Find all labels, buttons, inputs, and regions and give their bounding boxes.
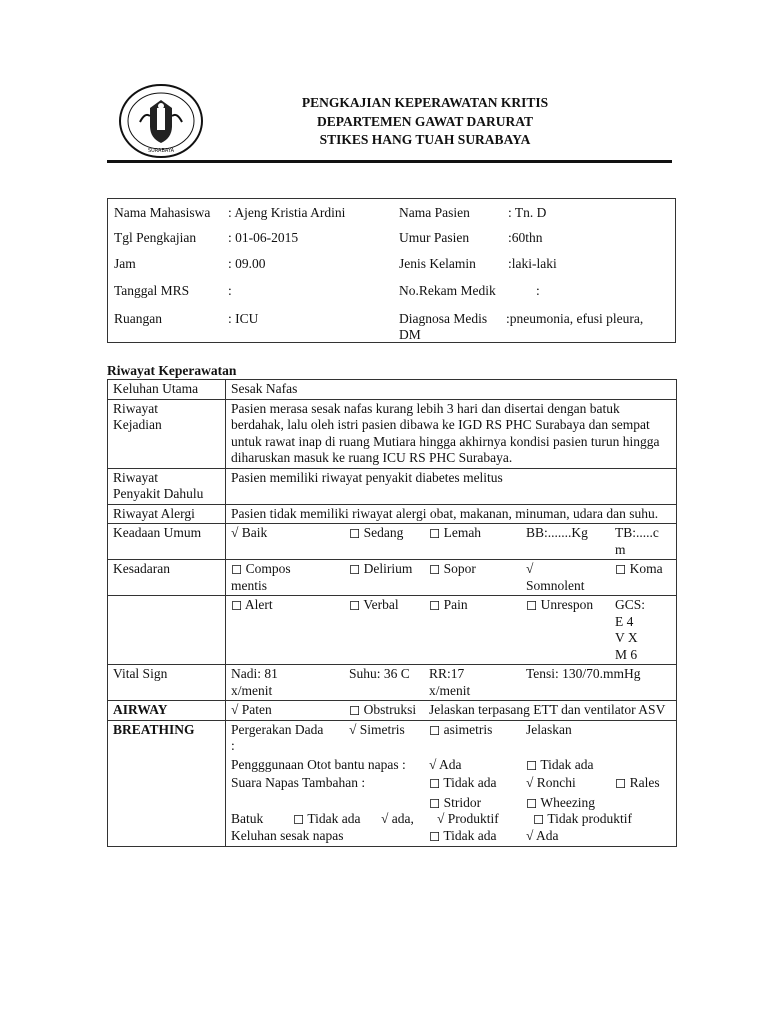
kesadaran-delirium-option[interactable]: ◻ Delirium bbox=[349, 561, 413, 576]
nama-mahasiswa-value: : Ajeng Kristia Ardini bbox=[228, 205, 346, 220]
nama-pasien-label: Nama Pasien bbox=[399, 205, 470, 220]
kesadaran-row-2 bbox=[108, 596, 677, 665]
alergi-value: Pasien tidak memiliki riwayat alergi obat, makanan, minuman, udara dan suhu. bbox=[226, 504, 677, 524]
assessment-table bbox=[107, 379, 677, 847]
umur-pasien-value: :60thn bbox=[508, 230, 543, 245]
umur-pasien-label: Umur Pasien bbox=[399, 230, 470, 245]
diagnosa-medis-value-2: DM bbox=[399, 327, 421, 342]
airway-row bbox=[108, 701, 677, 721]
sesak-ada-option[interactable]: √ Ada bbox=[526, 827, 559, 843]
tgl-pengkajian-value: : 01-06-2015 bbox=[228, 230, 299, 245]
diagnosa-medis-value: :pneumonia, efusi pleura, bbox=[506, 311, 644, 326]
no-rekam-medik-value: : bbox=[536, 283, 540, 298]
institution-logo bbox=[116, 82, 206, 160]
nama-mahasiswa-label: Nama Mahasiswa bbox=[114, 205, 211, 220]
keluhan-row bbox=[108, 380, 677, 400]
vital-sign-label: Vital Sign bbox=[108, 665, 226, 701]
kejadian-label-line-1: Riwayat bbox=[113, 400, 158, 416]
batuk-tidak-produktif-option[interactable]: ◻ Tidak produktif bbox=[533, 811, 632, 826]
wheezing-option[interactable]: ◻ Wheezing bbox=[526, 794, 596, 810]
keadaan-umum-row bbox=[108, 524, 677, 560]
kesadaran-sopor-option[interactable]: ◻ Sopor bbox=[429, 561, 476, 576]
kejadian-label-line-2: Kejadian bbox=[113, 417, 162, 432]
penyakit-label-line-1: Riwayat bbox=[113, 469, 158, 485]
airway-label: AIRWAY bbox=[108, 701, 226, 721]
jam-value: : 09.00 bbox=[228, 256, 266, 271]
penyakit-dahulu-row bbox=[108, 468, 677, 504]
pergerakan-dada-label: Pergerakan Dada : bbox=[231, 721, 324, 753]
kesadaran-pain-option[interactable]: ◻ Pain bbox=[429, 597, 468, 612]
tanggal-mrs-label: Tanggal MRS bbox=[114, 283, 190, 298]
kesadaran-label: Kesadaran bbox=[108, 560, 226, 596]
ruangan-value: : ICU bbox=[228, 311, 259, 326]
kesadaran-unrespon-option[interactable]: ◻ Unrespon bbox=[526, 597, 594, 612]
diagnosa-medis-label: Diagnosa Medis bbox=[399, 311, 488, 326]
header-line-2: DEPARTEMEN GAWAT DARURAT bbox=[316, 113, 534, 129]
keadaan-sedang-option[interactable]: ◻ Sedang bbox=[349, 525, 404, 540]
gcs-score bbox=[615, 597, 672, 663]
header-divider bbox=[107, 160, 672, 163]
gcs-title: GCS: bbox=[615, 597, 646, 612]
kesadaran-somnolent-option[interactable]: √ Somnolent bbox=[526, 561, 585, 593]
keluhan-label: Keluhan Utama bbox=[108, 380, 226, 400]
penyakit-dahulu-value: Pasien memiliki riwayat penyakit diabetes melitus bbox=[226, 468, 677, 504]
kesadaran-koma-option[interactable]: ◻ Koma bbox=[615, 561, 663, 576]
kejadian-label bbox=[108, 399, 226, 468]
kejadian-value: Pasien merasa sesak nafas kurang lebih 3 hari dan disertai dengan batuk berdahak, lalu oleh istri pasien dibawa ke IGD RS PHC Surabaya dan sempat untuk rawat inap di ruang Mutiara hingga akhirnya kondisi pasien turun hingga diharuskan masuk ke ruang ICU RS PHC Surabaya. bbox=[226, 399, 677, 468]
nama-pasien-value: : Tn. D bbox=[508, 205, 547, 220]
airway-jelaskan: Jelaskan terpasang ETT dan ventilator ASV bbox=[429, 702, 666, 717]
riwayat-section-title: Riwayat Keperawatan bbox=[107, 363, 237, 378]
batuk-tidak-ada-option[interactable]: ◻ Tidak ada bbox=[293, 811, 361, 826]
kesadaran-empty-label bbox=[108, 596, 226, 665]
airway-obstruksi-option[interactable]: ◻ Obstruksi bbox=[349, 702, 417, 717]
tgl-pengkajian-label: Tgl Pengkajian bbox=[114, 230, 197, 245]
jenis-kelamin-value: :laki-laki bbox=[508, 256, 557, 271]
breathing-row bbox=[108, 720, 677, 847]
vital-sign-row bbox=[108, 665, 677, 701]
suhu-value: Suhu: 36 C bbox=[349, 666, 410, 681]
logo-text: SURABAYA bbox=[147, 148, 175, 154]
tanggal-mrs-value: : bbox=[228, 283, 232, 298]
kesadaran-alert-option[interactable]: ◻ Alert bbox=[231, 597, 273, 612]
patient-info-box bbox=[107, 198, 676, 343]
pergerakan-jelaskan: Jelaskan bbox=[526, 721, 572, 737]
otot-ada-option[interactable]: √ Ada bbox=[429, 756, 462, 772]
suara-napas-label: Suara Napas Tambahan : bbox=[231, 775, 366, 790]
kejadian-row bbox=[108, 399, 677, 468]
ruangan-label: Ruangan bbox=[114, 311, 162, 326]
batuk-produktif-option[interactable]: √ Produktif bbox=[437, 811, 499, 826]
suara-spacer bbox=[231, 795, 429, 812]
stridor-option[interactable]: ◻ Stridor bbox=[429, 794, 482, 810]
berat-badan-field: BB:.......Kg bbox=[526, 525, 588, 540]
gcs-motor: M 6 bbox=[615, 646, 638, 662]
document-header bbox=[220, 94, 630, 150]
alergi-label: Riwayat Alergi bbox=[108, 504, 226, 524]
batuk-ada-option[interactable]: √ ada, bbox=[381, 811, 414, 826]
keluhan-value: Sesak Nafas bbox=[226, 380, 677, 400]
penyakit-label-line-2: Penyakit Dahulu bbox=[113, 486, 204, 501]
airway-paten-option[interactable]: √ Paten bbox=[231, 702, 272, 717]
sesak-tidak-ada-option[interactable]: ◻ Tidak ada bbox=[429, 827, 497, 843]
batuk-label: Batuk bbox=[231, 811, 264, 826]
kesadaran-row-1 bbox=[108, 560, 677, 596]
jenis-kelamin-label: Jenis Kelamin bbox=[399, 256, 476, 271]
rr-value: RR:17 x/menit bbox=[429, 666, 471, 698]
simetris-option[interactable]: √ Simetris bbox=[349, 721, 405, 737]
keadaan-umum-label: Keadaan Umum bbox=[108, 524, 226, 560]
no-rekam-medik-label: No.Rekam Medik bbox=[399, 283, 496, 298]
header-line-1: PENGKAJIAN KEPERAWATAN KRITIS bbox=[301, 95, 549, 110]
suara-tidak-ada-option[interactable]: ◻ Tidak ada bbox=[429, 775, 497, 790]
keadaan-lemah-option[interactable]: ◻ Lemah bbox=[429, 525, 482, 540]
kesadaran-compos-mentis-option[interactable]: ◻ Compos mentis bbox=[231, 561, 291, 593]
rales-option[interactable]: ◻ Rales bbox=[615, 775, 660, 790]
kesadaran-verbal-option[interactable]: ◻ Verbal bbox=[349, 597, 399, 612]
tensi-value: Tensi: 130/70.mmHg bbox=[526, 666, 641, 681]
nadi-value: Nadi: 81 x/menit bbox=[231, 666, 278, 698]
alergi-row bbox=[108, 504, 677, 524]
breathing-label: BREATHING bbox=[108, 720, 226, 847]
ronchi-option[interactable]: √ Ronchi bbox=[526, 775, 576, 790]
otot-bantu-label: Pengggunaan Otot bantu napas : bbox=[231, 756, 406, 772]
otot-tidak-ada-option[interactable]: ◻ Tidak ada bbox=[526, 756, 594, 772]
asimetris-option[interactable]: ◻ asimetris bbox=[429, 721, 493, 737]
header-line-3: STIKES HANG TUAH SURABAYA bbox=[319, 132, 531, 147]
keadaan-baik-option[interactable]: √ Baik bbox=[231, 525, 268, 540]
keluhan-sesak-label: Keluhan sesak napas bbox=[231, 827, 344, 843]
gcs-verbal: V X bbox=[615, 630, 638, 645]
tinggi-badan-field: TB:.....c m bbox=[615, 525, 659, 557]
gcs-eye: E 4 bbox=[615, 613, 634, 629]
jam-label: Jam bbox=[114, 256, 136, 271]
penyakit-dahulu-label bbox=[108, 468, 226, 504]
